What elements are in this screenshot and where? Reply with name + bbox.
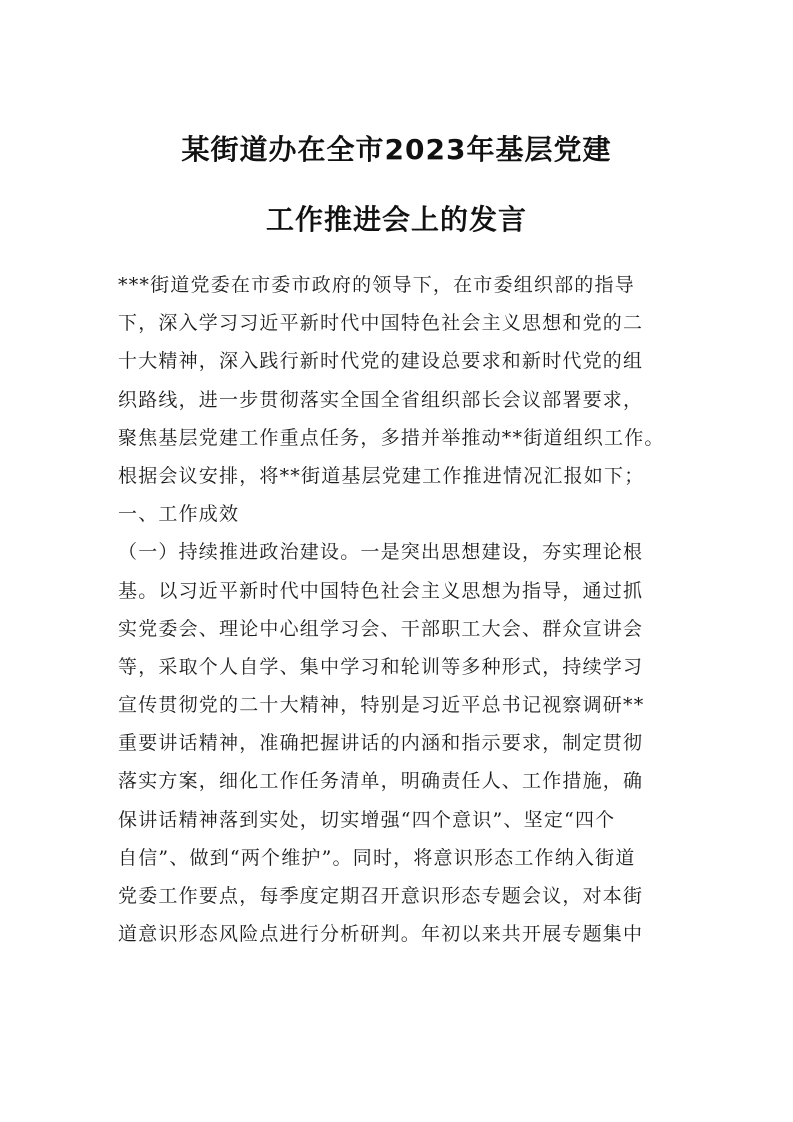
body-line: 基。以习近平新时代中国特色社会主义思想为指导，通过抓 (118, 579, 644, 602)
body-line: 保讲话精神落到实处，切实增强“四个意识”、坚定“四个 (118, 808, 616, 831)
body-line: 聚焦基层党建工作重点任务，多措并举推动**街道组织工作。 (118, 426, 665, 449)
document-title-line-2: 工作推进会上的发言 (265, 203, 527, 236)
body-line: 十大精神，深入践行新时代党的建设总要求和新时代党的组 (118, 350, 644, 373)
body-line: 根据会议安排，将**街道基层党建工作推进情况汇报如下； (118, 464, 645, 487)
body-line: 落实方案，细化工作任务清单，明确责任人、工作措施，确 (118, 770, 644, 793)
body-line: ***街道党委在市委市政府的领导下，在市委组织部的指导 (118, 274, 635, 296)
body-line: 重要讲话精神，准确把握讲话的内涵和指示要求，制定贯彻 (118, 732, 644, 755)
body-line: 自信”、做到“两个维护”。同时，将意识形态工作纳入街道 (118, 846, 636, 869)
body-line: 党委工作要点，每季度定期召开意识形态专题会议，对本街 (118, 885, 644, 907)
body-line: 织路线，进一步贯彻落实全国全省组织部长会议部署要求， (118, 388, 644, 411)
document-body (118, 272, 693, 959)
document-title-line-1: 某街道办在全市2023年基层党建 (181, 133, 612, 166)
body-line: （一）持续推进政治建设。一是突出思想建设，夯实理论根 (118, 541, 644, 564)
body-line: 下，深入学习习近平新时代中国特色社会主义思想和党的二 (118, 312, 644, 335)
body-line: 等，采取个人自学、集中学习和轮训等多种形式，持续学习 (118, 655, 644, 678)
body-line: 实党委会、理论中心组学习会、干部职工大会、群众宣讲会 (118, 617, 644, 640)
body-line: 宣传贯彻党的二十大精神，特别是习近平总书记视察调研** (118, 694, 645, 717)
section-heading: 一、工作成效 (118, 503, 240, 526)
body-line: 道意识形态风险点进行分析研判。年初以来共开展专题集中 (118, 923, 644, 946)
